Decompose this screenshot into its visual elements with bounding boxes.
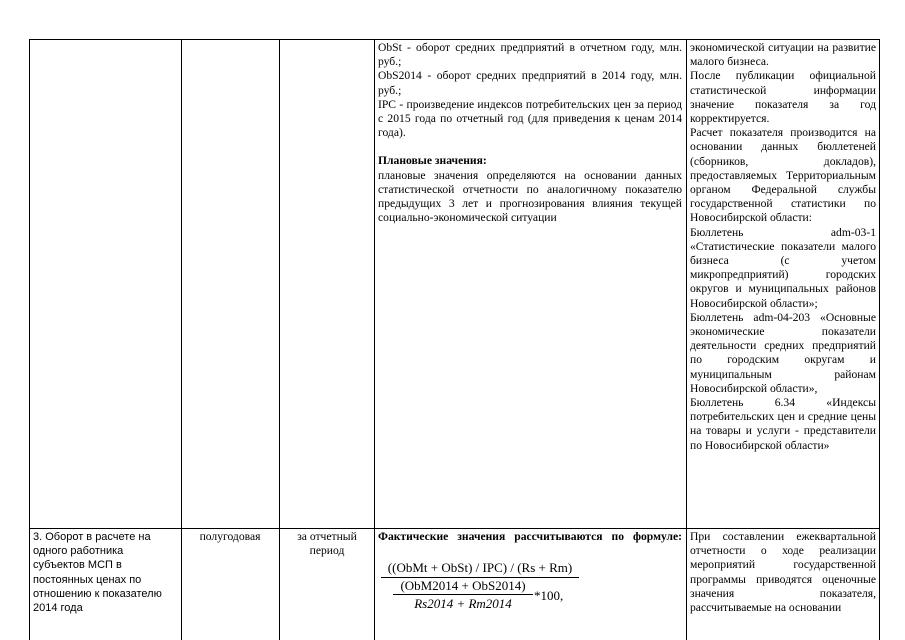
table-border-left: [29, 39, 30, 640]
table-col-divider: [181, 39, 182, 640]
table-col-divider: [279, 39, 280, 640]
row1-source-cell: [690, 41, 876, 453]
indicator-name-cell: 3. Оборот в расчете на одного работника субъектов МСП в постоянных ценах по отношению к показателю 2014 года: [33, 531, 162, 615]
periodicity-cell: полугодовая: [199, 530, 261, 543]
definition-obs2014: ObS2014 - оборот средних предприятий в 2014 году, млн. руб.;: [378, 69, 682, 97]
definition-ipc: IPC - произведение индексов потребительских цен за период с 2015 года по отчетный год (для приведения к ценам 2014 года).: [378, 97, 682, 140]
formula-denominator-top: (ObM2014 + ObS2014): [400, 578, 526, 593]
table-col-divider: [374, 39, 375, 640]
bulletin-adm-03-1: Бюллетень adm-03-1 «Статистические показатели малого бизнеса (с учетом микропредприятий) городских округов и муниципальных районов Новосибирской области»;: [690, 225, 876, 310]
definition-obst: ObSt - оборот средних предприятий в отчетном году, млн. руб.;: [378, 41, 682, 69]
table-col-divider: [686, 39, 687, 640]
table-border-top: [29, 39, 879, 40]
bulletin-adm-04-203: Бюллетень adm-04-203 «Основные экономические показатели деятельности средних предприятий по городским округам и муниципальным районам Новосибирской области»,: [690, 310, 876, 395]
formula-title: Фактические значения рассчитываются по формуле:: [378, 530, 682, 543]
source-paragraph: После публикации официальной статистической информации значение показателя за год корректируется.: [690, 69, 876, 126]
formula-inner-fraction-bar: [393, 594, 533, 595]
table-border-right: [879, 39, 880, 640]
source-paragraph: Расчет показателя производится на основании данных бюллетеней (сборников, докладов), предоставляемых Территориальным органом Федеральной службы государственной статистики по Новосибирской области:: [690, 126, 876, 225]
table-row-divider: [29, 528, 879, 529]
formula-numerator: ((ObMt + ObSt) / IPC) / (Rs + Rm): [387, 560, 573, 575]
plan-values-title: Плановые значения:: [378, 154, 487, 168]
row1-method-cell: [378, 41, 682, 225]
formula-multiplier: *100,: [534, 588, 564, 603]
source-paragraph: экономической ситуации на развитие малого бизнеса.: [690, 41, 876, 69]
plan-values-text: плановые значения определяются на основании данных статистической отчетности по аналогичному показателю предыдущих 3 лет и прогнозирования влияния текущей социально-экономической ситуации: [378, 168, 682, 225]
period-cell: за отчетный период: [297, 530, 357, 558]
bulletin-6-34: Бюллетень 6.34 «Индексы потребительских цен и средние цены на товары и услуги - представители по Новосибирской области»: [690, 396, 876, 452]
formula-denominator-bottom: Rs2014 + Rm2014: [414, 596, 512, 611]
row2-source-cell: При составлении ежеквартальной отчетности о ходе реализации мероприятий государственной программы приводятся оценочные значения показателя, рассчитываемые на основании: [690, 530, 876, 615]
